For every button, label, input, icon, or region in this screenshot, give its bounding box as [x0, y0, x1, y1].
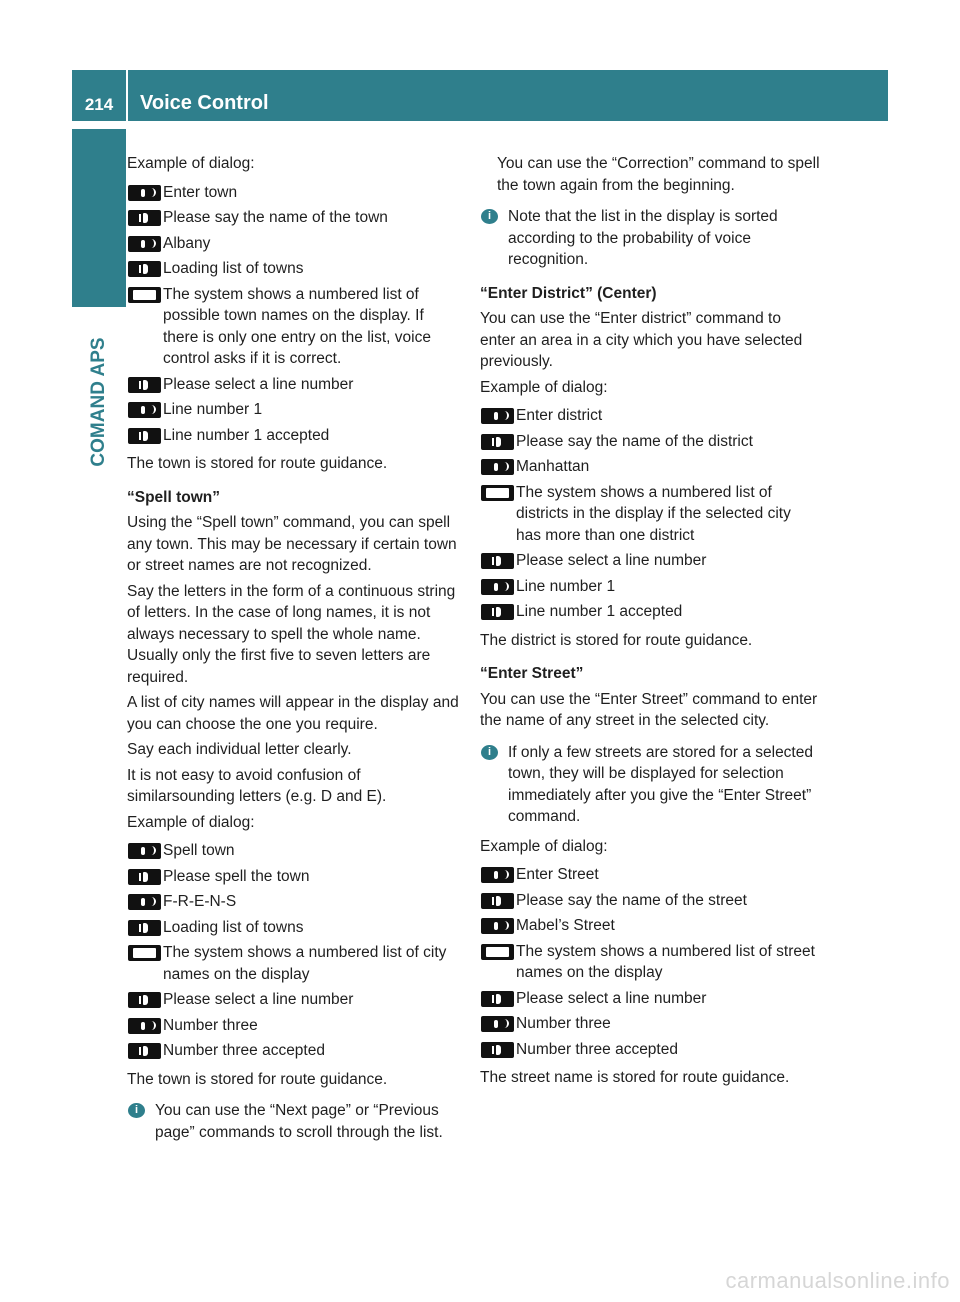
dialog-text: Enter town [163, 183, 238, 201]
dialog-text: Albany [163, 234, 211, 252]
dialog-text: Number three accepted [516, 1040, 678, 1058]
dialog-text: Please say the name of the street [516, 891, 747, 909]
speak-icon [480, 1013, 516, 1034]
dialog-row [480, 482, 820, 547]
dialog-row [480, 864, 820, 886]
answer-icon [480, 550, 516, 571]
answer-icon [127, 1040, 163, 1061]
paragraph: The town is stored for route guidance. [127, 455, 388, 472]
dialog-row [480, 550, 820, 572]
dialog-text: Please select a line number [516, 989, 707, 1007]
speak-icon [127, 233, 163, 254]
dialog-text: Enter Street [516, 866, 599, 883]
dialog-row [480, 405, 820, 427]
dialog-text: Please say the name of the town [163, 209, 388, 226]
paragraph: You can use the “Enter district” command to enter an area in a city which you have selected previously. [480, 310, 803, 370]
dialog-row [127, 182, 463, 204]
paragraph: A list of city names will appear in the display and you can choose the one you require. [127, 694, 459, 733]
dialog-text: Number three [516, 1015, 611, 1032]
dialog-text: Please select a line number [163, 991, 354, 1008]
dialog-list [480, 405, 820, 623]
info-icon: i [128, 1103, 145, 1118]
dialog-row [127, 866, 463, 888]
answer-icon [480, 988, 516, 1009]
speak-icon [127, 182, 163, 203]
dialog-text: The system shows a numbered list of districts in the display if the selected city has more than one district [516, 483, 791, 544]
dialog-row [127, 989, 463, 1011]
speak-icon [480, 915, 516, 936]
section-heading: “Enter Street” [480, 665, 584, 682]
answer-icon [127, 989, 163, 1010]
display-icon [480, 482, 516, 503]
dialog-text: Loading list of towns [163, 260, 304, 277]
dialog-text: Enter district [516, 407, 603, 424]
note-text: You can use the “Next page” or “Previous page” commands to scroll through the list. [155, 1102, 443, 1141]
dialog-row [480, 1013, 820, 1035]
dialog-row [127, 233, 463, 255]
note-text: If only a few streets are stored for a selected town, they will be displayed for selection immediately after you give the “Enter Street” command. [508, 743, 813, 825]
section-heading: “Enter District” (Center) [480, 284, 657, 302]
dialog-text: F-R-E-N-S [163, 893, 237, 910]
dialog-row [480, 576, 820, 598]
dialog-text: Mabel’s Street [516, 917, 615, 934]
display-icon [480, 941, 516, 962]
answer-icon [127, 207, 163, 228]
dialog-text: Line number 1 accepted [163, 426, 330, 444]
paragraph: Example of dialog: [480, 378, 608, 396]
dialog-text: Line number 1 [163, 401, 263, 418]
note [127, 1100, 463, 1143]
dialog-text: The system shows a numbered list of possible town names on the display. If there is only one entry on the list, voice control asks if it is correct. [163, 285, 431, 367]
paragraph: Say the letters in the form of a continuous string of letters. In the case of long names, it is not always necessary to spell the whole name. Usually only the first five to seven letters are required. [127, 582, 456, 686]
answer-icon [480, 601, 516, 622]
dialog-text: The system shows a numbered list of street names on the display [516, 942, 815, 981]
dialog-list [127, 182, 463, 447]
side-tab [72, 129, 126, 307]
answer-icon [480, 890, 516, 911]
paragraph: Example of dialog: [480, 837, 608, 855]
side-label [72, 312, 126, 492]
answer-icon [127, 425, 163, 446]
dialog-row [480, 456, 820, 478]
info-icon: i [481, 745, 498, 760]
dialog-row [480, 890, 820, 912]
display-icon [127, 284, 163, 305]
dialog-text: Number three accepted [163, 1042, 325, 1059]
paragraph: The district is stored for route guidance. [480, 631, 753, 649]
speak-icon [480, 576, 516, 597]
left-column [127, 153, 463, 1151]
page-title: Voice Control [140, 92, 269, 114]
answer-icon [127, 258, 163, 279]
dialog-text: Line number 1 accepted [516, 603, 683, 620]
dialog-list [480, 864, 820, 1060]
dialog-row [127, 942, 463, 985]
paragraph: It is not easy to avoid confusion of similarsounding letters (e.g. D and E). [127, 766, 387, 805]
dialog-text: Please say the name of the district [516, 432, 753, 450]
answer-icon [127, 374, 163, 395]
dialog-text: Line number 1 [516, 577, 616, 595]
dialog-row [127, 840, 463, 862]
dialog-list [127, 840, 463, 1062]
dialog-row [480, 1039, 820, 1061]
speak-icon [127, 1015, 163, 1036]
paragraph: You can use the “Enter Street” command to enter the name of any street in the selected city. [480, 690, 818, 729]
dialog-row [480, 601, 820, 623]
dialog-text: Please select a line number [516, 552, 707, 569]
page-number-box [72, 70, 126, 121]
speak-icon [480, 405, 516, 426]
speak-icon [480, 456, 516, 477]
speak-icon [127, 399, 163, 420]
watermark: carmanualsonline.info [725, 1268, 950, 1293]
info-icon: i [481, 209, 498, 224]
dialog-text: Spell town [163, 842, 235, 859]
dialog-row [480, 431, 820, 453]
dialog-row [127, 1015, 463, 1037]
answer-icon [480, 431, 516, 452]
dialog-row [480, 941, 820, 984]
dialog-row [127, 891, 463, 913]
right-column [480, 153, 820, 1093]
dialog-text: Loading list of towns [163, 918, 304, 936]
dialog-text: Manhattan [516, 458, 590, 475]
dialog-row [480, 915, 820, 937]
dialog-row [127, 425, 463, 447]
answer-icon [127, 917, 163, 938]
dialog-row [480, 988, 820, 1010]
speak-icon [480, 864, 516, 885]
dialog-row [127, 374, 463, 396]
paragraph: Using the “Spell town” command, you can spell any town. This may be necessary if certain town or street names are not recognized. [127, 514, 457, 574]
dialog-row [127, 917, 463, 939]
paragraph: The town is stored for route guidance. [127, 1070, 388, 1088]
paragraph: Example of dialog: [127, 155, 255, 172]
answer-icon [480, 1039, 516, 1060]
note [480, 742, 820, 828]
display-icon [127, 942, 163, 963]
paragraph: You can use the “Correction” command to spell the town again from the beginning. [497, 155, 820, 194]
dialog-row [127, 258, 463, 280]
page-number: 214 [84, 95, 114, 114]
dialog-text: Number three [163, 1016, 258, 1034]
dialog-row [127, 399, 463, 421]
speak-icon [127, 840, 163, 861]
speak-icon [127, 891, 163, 912]
paragraph: Example of dialog: [127, 813, 255, 831]
note-text: Note that the list in the display is sorted according to the probability of voice recognition. [508, 208, 778, 268]
section-label: COMAND APS [88, 337, 109, 467]
paragraph: The street name is stored for route guidance. [480, 1069, 790, 1086]
dialog-row [127, 207, 463, 229]
section-heading: “Spell town” [127, 488, 220, 506]
answer-icon [127, 866, 163, 887]
header-bar [128, 70, 888, 121]
paragraph: Say each individual letter clearly. [127, 741, 352, 758]
note [480, 206, 820, 271]
dialog-row [127, 1040, 463, 1062]
dialog-row [127, 284, 463, 370]
dialog-text: Please select a line number [163, 375, 354, 393]
dialog-text: Please spell the town [163, 867, 310, 885]
dialog-text: The system shows a numbered list of city names on the display [163, 944, 447, 983]
